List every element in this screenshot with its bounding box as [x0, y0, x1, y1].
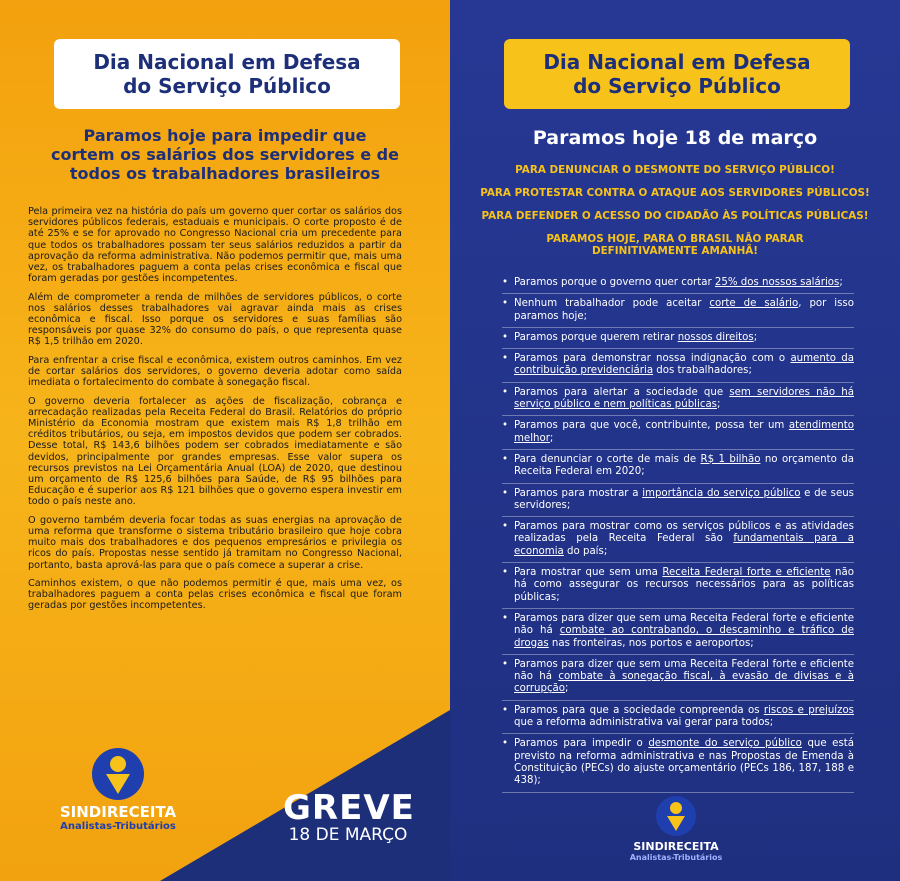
greve-label: GREVE	[283, 788, 415, 828]
left-title: Dia Nacional em Defesa do Serviço Público	[93, 50, 361, 98]
slogan-line: PARA PROTESTAR CONTRA O ATAQUE AOS SERVIDORES PÚBLICOS!	[480, 187, 870, 199]
reason-highlight: sem servidores não há serviço público e nem políticas públicas	[514, 386, 854, 411]
reason-item	[502, 659, 854, 701]
reason-text: Paramos para mostrar a	[514, 487, 643, 499]
reason-highlight: R$ 1 bilhão	[700, 453, 761, 465]
reason-text: ;	[753, 331, 758, 343]
reason-item	[502, 488, 854, 518]
reason-item	[502, 567, 854, 609]
reason-text: no orçamento da Receita Federal em 2020;	[514, 453, 854, 478]
paragraph: Além de comprometer a renda de milhões de servidores públicos, o corte nos salários desses trabalhadores vai agravar ainda mais as crises econômica e fiscal. Isso porque os servidores e suas famílias são responsáveis por quase 32% do consumo do país, o que representa quase R$ 1,5 trilhão em 2020.	[28, 291, 402, 348]
reason-text: Para mostrar que sem uma	[514, 567, 663, 579]
reason-highlight: fundamentais para a economia	[514, 533, 855, 557]
reason-text: Paramos para demonstrar nossa indignação com o	[514, 353, 791, 365]
reason-highlight: riscos e prejuízos	[763, 704, 854, 716]
reason-highlight: importância do serviço público	[642, 487, 801, 499]
reason-highlight: atendimento melhor	[514, 420, 854, 444]
reason-highlight: aumento da contribuição previdenciária	[514, 353, 854, 377]
left-body	[28, 206, 402, 619]
reason-text: e de seus servidores;	[514, 487, 854, 511]
reason-text: dos trabalhadores;	[653, 365, 752, 377]
reason-highlight: nossos direitos	[677, 331, 754, 343]
reason-text: Paramos porque querem retirar	[514, 331, 678, 343]
reason-highlight: corte de salário	[709, 298, 799, 310]
reason-text: Nenhum trabalhador pode aceitar	[514, 298, 710, 310]
reason-text: ;	[549, 432, 554, 444]
sindireceita-emblem-icon	[656, 796, 696, 836]
paragraph: O governo também deveria focar todas as suas energias na aprovação de uma reforma que transforme o sistema tributário brasileiro que hoje cobra muito mais dos trabalhadores e dos pequenos empresários e privilegia os ricos do país. Propostas nesse sentido já tramitam no Congresso Nacional, portanto, basta aprová-las para que o país comece a superar a crise.	[28, 514, 402, 571]
reason-text: , por isso paramos hoje;	[514, 298, 854, 322]
reason-highlight: desmonte do serviço público	[648, 738, 802, 750]
reason-item	[502, 298, 854, 328]
reasons-list	[502, 277, 854, 797]
left-headline: Paramos hoje para impedir que cortem os salários dos servidores e de todos os trabalhadores brasileiros	[51, 126, 399, 183]
reason-text: do país;	[563, 545, 608, 557]
reason-text: ;	[717, 399, 721, 411]
paragraph: Pela primeira vez na história do país um governo quer cortar os salários dos servidores públicos federais, estaduais e municipais. O corte proposto é de até 25% e se for aprovado no Congresso Nacional cria um precedente para que todos os trabalhadores possam ter seus salários reduzidos a partir da aprovação da reforma administrativa. Não podemos permitir que, mais uma vez, os trabalhadores paguem a conta pelas crises econômica e fiscal que foram geradas por gestões incompetentes.	[28, 206, 402, 285]
logo-name: SINDIRECEITA	[59, 803, 177, 821]
reason-item	[502, 332, 854, 349]
slogan-closing: PARAMOS HOJE, PARA O BRASIL NÃO PARAR DEFINITIVAMENTE AMANHÃ!	[546, 233, 804, 257]
reason-item	[502, 420, 854, 450]
left-title-box	[54, 39, 400, 109]
reason-text: Para denunciar o corte de mais de	[514, 453, 701, 465]
reason-item	[502, 705, 854, 735]
reason-text: ;	[565, 683, 569, 695]
reason-item	[502, 613, 854, 655]
reason-item	[502, 521, 854, 563]
sindireceita-logo-left	[58, 748, 178, 832]
right-title: Dia Nacional em Defesa do Serviço Público	[543, 50, 811, 98]
sindireceita-logo-right	[616, 796, 736, 862]
reason-text: Paramos para que você, contribuinte, possa ter um	[514, 420, 789, 432]
reason-text: Paramos para dizer que sem uma Receita Federal forte e eficiente não há	[514, 658, 854, 683]
paragraph: Caminhos existem, o que não podemos permitir é que, mais uma vez, os trabalhadores paguem a conta pelas crises econômica e fiscal que foram geradas por gestões incompetentes.	[28, 578, 402, 612]
reason-text: ;	[839, 277, 843, 288]
sindireceita-emblem-icon	[92, 748, 144, 800]
reason-text: Paramos porque o governo quer cortar	[514, 277, 715, 288]
reason-text: que está previsto na reforma administrativa e nas Propostas de Emenda à Constituição (PECs) do ajuste orçamentário (PECs 186, 187, 188 e 438);	[514, 738, 854, 787]
greve-block	[283, 790, 413, 845]
reason-text: Paramos para impedir o	[514, 738, 649, 750]
right-title-box	[504, 39, 850, 109]
logo-subtitle: Analistas-Tributários	[60, 821, 176, 832]
reason-text: Paramos para mostrar como os serviços públicos e as atividades realizadas pela Receita Federal são	[514, 521, 854, 545]
greve-date: 18 DE MARÇO	[288, 825, 408, 845]
right-panel	[450, 0, 900, 881]
right-slogans	[464, 164, 886, 268]
slogan-line: PARA DEFENDER O ACESSO DO CIDADÃO ÀS POLÍTICAS PÚBLICAS!	[481, 210, 869, 222]
reason-text: nas fronteiras, nos portos e aeroportos;	[548, 637, 754, 649]
reason-highlight: combate à sonegação fiscal, à evasão de divisas e à corrupção	[514, 671, 854, 695]
reason-highlight: 25% dos nossos salários	[714, 277, 840, 288]
reason-text: Paramos para alertar a sociedade que	[514, 386, 730, 398]
reason-item	[502, 353, 854, 383]
reason-text: Paramos para dizer que sem uma Receita Federal forte e eficiente não há	[514, 612, 854, 637]
paragraph: O governo deveria fortalecer as ações de fiscalização, cobrança e arrecadação realizadas pela Receita Federal do Brasil. Relatórios do próprio Ministério da Economia mostram que existem mais R$ 1,8 trilhão em créditos tributários, ou seja, em impostos devidos que podem ser cobrados. Desse total, R$ 143,6 bilhões podem ser cobrados imediatamente e são devidos, principalmente por grandes empresas. Esse valor supera os recursos previstos na Lei Orçamentária Anual (LOA) de 2020, que destinou um orçamento de R$ 125,6 bilhões para Saúde, de R$ 95 bilhões para Educação e é superior aos R$ 121 bilhões que o governo espera investir em todo o país neste ano.	[28, 395, 402, 508]
reason-text: que a reforma administrativa vai gerar para todos;	[514, 717, 774, 729]
reason-text: não há como assegurar os recursos necessários para as políticas públicas;	[514, 567, 854, 603]
reason-item	[502, 277, 854, 294]
reason-item	[502, 738, 854, 792]
reason-text: Paramos para que a sociedade compreenda os	[514, 704, 764, 716]
logo-subtitle: Analistas-Tributários	[629, 853, 723, 862]
paragraph: Para enfrentar a crise fiscal e econômica, existem outros caminhos. Em vez de cortar salários dos servidores, o governo deveria adotar como saída imediata o fortalecimento do combate à sonegação fiscal.	[28, 354, 402, 389]
slogan-line: PARA DENUNCIAR O DESMONTE DO SERVIÇO PÚBLICO!	[515, 164, 835, 176]
reason-highlight: combate ao contrabando, o descaminho e tráfico de drogas	[514, 625, 854, 649]
right-headline: Paramos hoje 18 de março	[532, 127, 818, 149]
reason-highlight: Receita Federal forte e eficiente	[662, 567, 831, 579]
reason-item	[502, 387, 854, 417]
reason-item	[502, 454, 854, 484]
logo-name: SINDIRECEITA	[633, 840, 719, 853]
